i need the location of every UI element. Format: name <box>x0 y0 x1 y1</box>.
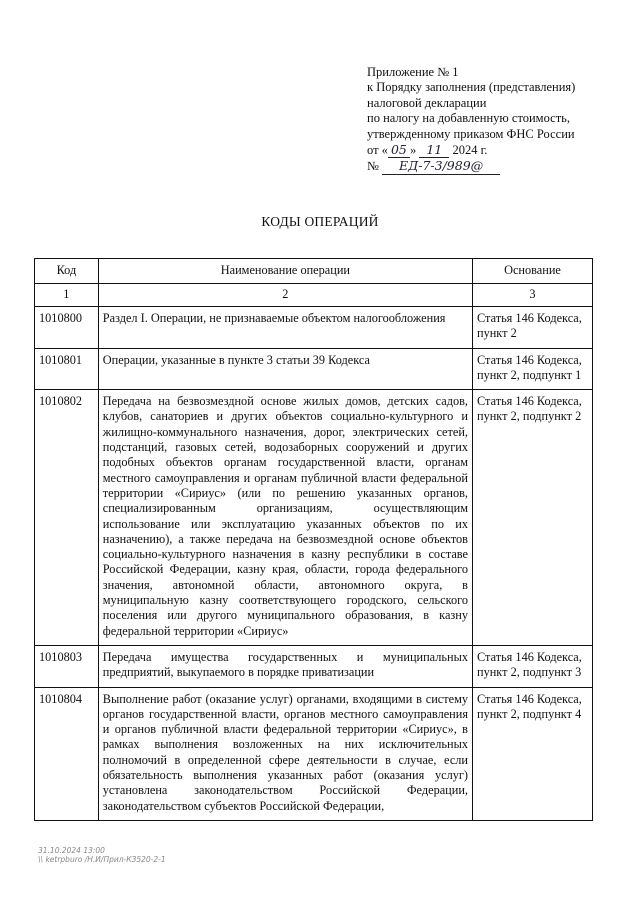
col-number: 3 <box>473 284 593 307</box>
row-code: 1010802 <box>35 390 99 646</box>
header-basis: Основание <box>473 259 593 284</box>
row-code: 1010800 <box>35 307 99 349</box>
date-day: 05 <box>388 142 410 158</box>
col-number: 1 <box>35 284 99 307</box>
appendix-date <box>367 142 575 158</box>
row-code: 1010801 <box>35 348 99 390</box>
row-basis: Статья 146 Кодекса, пункт 2 <box>473 307 593 349</box>
appendix-number <box>367 158 575 174</box>
date-prefix: от « <box>367 143 388 158</box>
row-name: Раздел I. Операции, не признаваемые объектом налогообложения <box>98 307 472 349</box>
appendix-header <box>367 65 575 175</box>
number-value: ЕД-7-3/989@ <box>382 158 500 174</box>
table-header-row <box>35 259 593 284</box>
row-code: 1010804 <box>35 687 99 820</box>
row-name: Передача имущества государственных и муниципальных предприятий, выкупаемого в порядке приватизации <box>98 645 472 687</box>
appendix-line: утвержденному приказом ФНС России <box>367 126 575 141</box>
row-name: Операции, указанные в пункте 3 статьи 39 Кодекса <box>98 348 472 390</box>
date-mid: » <box>409 143 417 158</box>
footer-timestamp: 31.10.2024 13:00 <box>38 846 105 855</box>
number-prefix: № <box>367 159 379 174</box>
row-basis: Статья 146 Кодекса, пункт 2, подпункт 3 <box>473 645 593 687</box>
row-basis: Статья 146 Кодекса, пункт 2, подпункт 2 <box>473 390 593 646</box>
print-footer <box>38 846 166 864</box>
footer-path: \\ ketrpburo /Н.И/Прил-КЗ520-2-1 <box>38 855 166 864</box>
column-number-row <box>35 284 593 307</box>
appendix-line: по налогу на добавленную стоимость, <box>367 111 570 126</box>
appendix-line: налоговой декларации <box>367 95 487 110</box>
row-code: 1010803 <box>35 645 99 687</box>
date-month: 11 <box>419 142 449 158</box>
header-code: Код <box>35 259 99 284</box>
col-number: 2 <box>98 284 472 307</box>
appendix-line: к Порядку заполнения (представления) <box>367 80 576 95</box>
table-row <box>35 687 593 820</box>
date-year: 2024 г. <box>452 143 488 158</box>
operations-table <box>34 258 593 821</box>
appendix-line: Приложение № 1 <box>367 65 459 79</box>
row-name: Передача на безвозмездной основе жилых домов, детских садов, клубов, санаториев и других объектов социально-культурного и жилищно-коммунального назначения, дорог, электрических сетей, подстанций, газовых сетей, водозаборных сооружений и других подобных объектов органам государственной власти, органам местного самоуправления и органам публичной власти федеральной территории «Сириус» (или по решению указанных органов, специализированным организациям, осуществляющим использование или эксплуатацию указанных объектов по их назначению), а также передача на безвозмездной основе объектов социально-культурного назначения в казну республики в составе Российской Федерации, казну края, области, города федерального значения, автономной области, автономного округа, в муниципальную казну соответствующего городского, сельского поселения или другого муниципального образования, в казну федеральной территории «Сириус» <box>98 390 472 646</box>
table-row <box>35 307 593 349</box>
table-row <box>35 348 593 390</box>
header-name: Наименование операции <box>98 259 472 284</box>
row-name: Выполнение работ (оказание услуг) органами, входящими в систему органов государственной власти, органов местного самоуправления и органов публичной власти федеральной территории «Сириус», в рамках выполнения возложенных на них исключительных полномочий в определенной сфере деятельности в случае, если обязательность выполнения указанных работ (оказания услуг) установлена законодательством Российской Федерации, законодательством субъектов Российской Федерации, <box>98 687 472 820</box>
table-row <box>35 645 593 687</box>
row-basis: Статья 146 Кодекса, пункт 2, подпункт 4 <box>473 687 593 820</box>
table-row <box>35 390 593 646</box>
row-basis: Статья 146 Кодекса, пункт 2, подпункт 1 <box>473 348 593 390</box>
page-title: КОДЫ ОПЕРАЦИЙ <box>261 214 379 229</box>
